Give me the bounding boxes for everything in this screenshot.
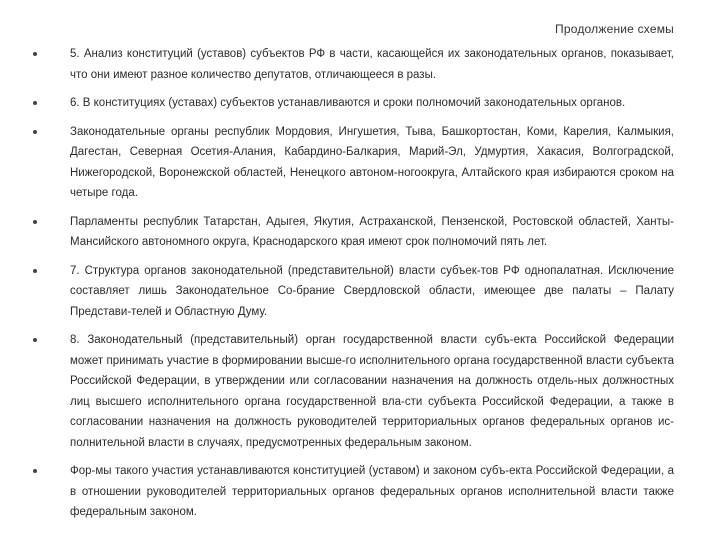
- bullet-dot-icon: [33, 130, 37, 134]
- bullet-item-1: [0, 44, 720, 85]
- slide-heading: Продолжение схемы: [555, 22, 674, 36]
- bullet-dot-icon: [33, 269, 37, 273]
- bullet-dot-icon: [33, 52, 37, 56]
- bullet-dot-icon: [33, 220, 37, 224]
- bullet-dot-icon: [33, 469, 37, 473]
- bullet-text: Парламенты республик Татарстан, Адыгея, Якутия, Астраханской, Пензенской, Ростовской областей, Ханты-Мансийского автономного округа, Краснодарского края имеют срок полномочий пять лет.: [70, 215, 674, 248]
- bullet-item-4: [0, 212, 720, 253]
- bullet-text: 5. Анализ конституций (уставов) субъектов РФ в части, касающейся их законодательных органов, показывает, что они имеют разное количество депутатов, отличающееся в разы.: [70, 48, 674, 81]
- bullet-item-3: [0, 122, 720, 204]
- bullet-dot-icon: [33, 338, 37, 342]
- bullet-item-7: [0, 461, 720, 523]
- bullet-text: 6. В конституциях (уставах) субъектов устанавливаются и сроки полномочий законодательных органов.: [70, 97, 626, 109]
- bullet-dot-icon: [33, 101, 37, 105]
- bullet-text: Фор-мы такого участия устанавливаются конституцией (уставом) и законом субъ-екта Российской Федерации, а в отношении руководителей территориальных органов федеральных органов исполнительной власти также федеральным законом.: [70, 465, 674, 518]
- bullet-item-6: [0, 330, 720, 453]
- bullet-item-2: [0, 93, 720, 114]
- bullet-text: Законодательные органы республик Мордовия, Ингушетия, Тыва, Башкортостан, Коми, Карелия, Калмыкия, Дагестан, Северная Осетия-Алания, Кабардино-Балкария, Марий-Эл, Удмуртия, Хакасия, Волгоградской, Нижегородской, Воронежской областей, Ненецкого автоном-ногоокруга, Алтайского края избираются сроком на четыре года.: [70, 125, 674, 199]
- bullet-list: [0, 44, 720, 531]
- bullet-text: 7. Структура органов законодательной (представительной) власти субъек-тов РФ однопалатная. Исключение составляет лишь Законодательное Со-брание Свердловской области, имеющее две палаты – Палату Представи-телей и Областную Думу.: [70, 264, 674, 318]
- bullet-text: 8. Законодательный (представительный) орган государственной власти субъ-екта Российской Федерации может принимать участие в формировании высше-го исполнительного органа государственной власти субъекта Российской Федерации, в утверждении или согласовании назначения на должность отдель-ных должностных лиц высшего исполнительного органа государственной вла-сти субъекта Российской Федерации, а также в согласовании назначения на должность руководителей территориальных органов федеральных органов ис-полнительной власти в случаях, предусмотренных федеральным законом.: [70, 334, 674, 449]
- bullet-item-5: [0, 261, 720, 323]
